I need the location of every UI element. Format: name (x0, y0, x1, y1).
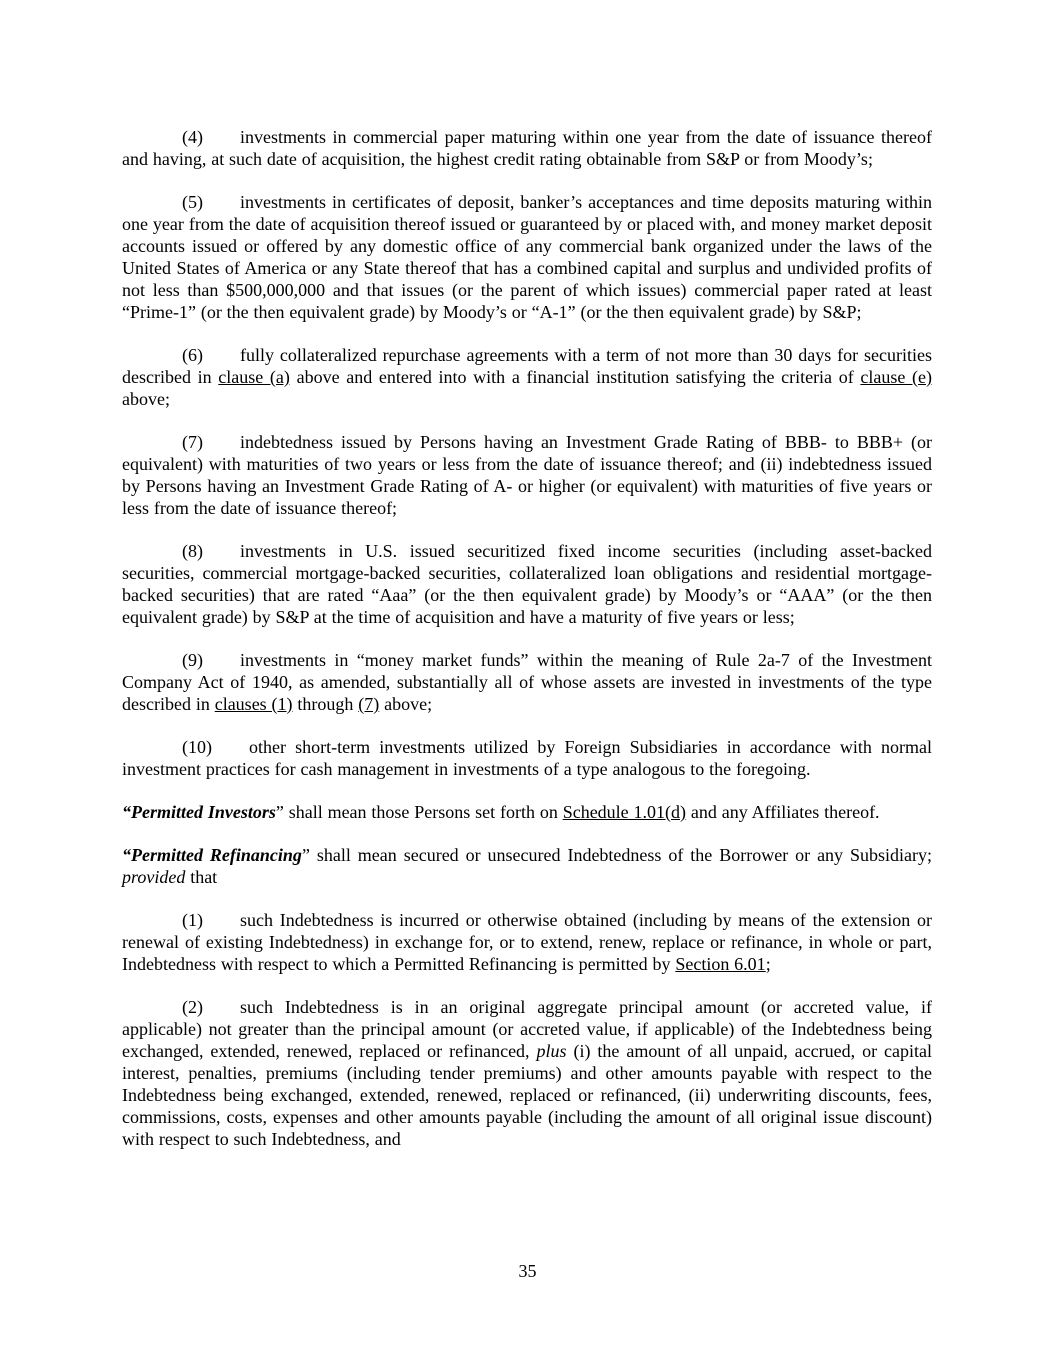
text-run: above; (379, 694, 433, 714)
clause-6 (122, 344, 932, 410)
text-run: plus (536, 1041, 567, 1061)
paragraph-number: (5) (182, 192, 203, 212)
clause-7 (122, 431, 932, 519)
page-number: 35 (518, 1261, 537, 1281)
text-run: investments in U.S. issued securitized fixed income securities (including asset-backed securities, commercial mortgage-backed securities, collateralized loan obligations and residential mortgage-backed securities) that are rated “Aaa” (or the then equivalent grade) by Moody’s or “AAA” (or the then equivalent grade) by S&P at the time of acquisition and have a maturity of five years or less; (122, 541, 932, 627)
text-run: ” shall mean secured or unsecured Indebtedness of the Borrower or any Subsidiary; (301, 845, 932, 865)
text-run: and any Affiliates thereof. (686, 802, 880, 822)
text-run: “Permitted Refinancing (122, 845, 302, 865)
definition-permitted-investors (122, 801, 932, 823)
text-run: (i) the amount of all unpaid, accrued, or capital interest, penalties, premiums (including tender premiums) and other amounts payable with respect to the Indebtedness being exchanged, extended, renewed, replaced or refinanced, (ii) underwriting discounts, fees, commissions, costs, expenses and other amounts payable (including the amount of all original issue discount) with respect to such Indebtedness, and (122, 1041, 932, 1149)
clause-8 (122, 540, 932, 628)
clause-10 (122, 736, 932, 780)
paragraph-number: (2) (182, 997, 203, 1017)
definition-permitted-refinancing (122, 844, 932, 888)
text-run: fully collateralized repurchase agreements with a term of not more than 30 days for securities described in (122, 345, 932, 387)
text-run: ” shall mean those Persons set forth on (275, 802, 563, 822)
clause-5 (122, 191, 932, 323)
text-run: through (292, 694, 359, 714)
paragraph-number: (1) (182, 910, 203, 930)
paragraph-number: (9) (182, 650, 203, 670)
text-run: above and entered into with a financial institution satisfying the criteria of (289, 367, 861, 387)
text-run: investments in commercial paper maturing within one year from the date of issuance thereof and having, at such date of acquisition, the highest credit rating obtainable from S&P or from Moody’s; (122, 127, 932, 169)
cross-reference: clause (e) (860, 367, 932, 387)
paragraph-number: (10) (182, 737, 212, 757)
text-run: investments in certificates of deposit, banker’s acceptances and time deposits maturing within one year from the date of acquisition thereof issued or guaranteed by or placed with, and money market deposit accounts issued or offered by any domestic office of any commercial bank organized under the laws of the United States of America or any State thereof that has a combined capital and surplus and undivided profits of not less than $500,000,000 and that issues (or the parent of which issues) commercial paper rated at least “Prime-1” (or the then equivalent grade) by Moody’s or “A-1” (or the then equivalent grade) by S&P; (122, 192, 932, 322)
text-run: such Indebtedness is incurred or otherwise obtained (including by means of the extension or renewal of existing Indebtedness) in exchange for, or to extend, renew, replace or refinance, in whole or part, Indebtedness with respect to which a Permitted Refinancing is permitted by (122, 910, 932, 974)
text-run: ; (765, 954, 771, 974)
text-run: such Indebtedness is in an original aggregate principal amount (or accreted value, if applicable) not greater than the principal amount (or accreted value, if applicable) of the Indebtedness being exchanged, extended, renewed, replaced or refinanced, (122, 997, 932, 1061)
clause-4 (122, 126, 932, 170)
cross-reference: Section 6.01 (675, 954, 766, 974)
text-run: “Permitted Investors (122, 802, 276, 822)
text-run: other short-term investments utilized by Foreign Subsidiaries in accordance with normal investment practices for cash management in investments of a type analogous to the foregoing. (122, 737, 932, 779)
text-run: indebtedness issued by Persons having an Investment Grade Rating of BBB- to BBB+ (or equivalent) with maturities of two years or less from the date of issuance thereof; and (ii) indebtedness issued by Persons having an Investment Grade Rating of A- or higher (or equivalent) with maturities of five years or less from the date of issuance thereof; (122, 432, 932, 518)
subclause-1 (122, 909, 932, 975)
text-run: provided (122, 867, 186, 887)
paragraph-number: (7) (182, 432, 203, 452)
cross-reference: clause (a) (218, 367, 290, 387)
clause-9 (122, 649, 932, 715)
subclause-2 (122, 996, 932, 1150)
paragraph-number: (8) (182, 541, 203, 561)
paragraph-number: (4) (182, 127, 203, 147)
cross-reference: Schedule 1.01(d) (562, 802, 687, 822)
text-run: that (185, 867, 218, 887)
paragraph-number: (6) (182, 345, 203, 365)
cross-reference: (7) (358, 694, 380, 714)
cross-reference: clauses (1) (214, 694, 293, 714)
text-run: investments in “money market funds” within the meaning of Rule 2a-7 of the Investment Company Act of 1940, as amended, substantially all of whose assets are invested in investments of the type described in (122, 650, 932, 714)
text-run: above; (122, 389, 170, 409)
document-body (122, 126, 932, 1171)
